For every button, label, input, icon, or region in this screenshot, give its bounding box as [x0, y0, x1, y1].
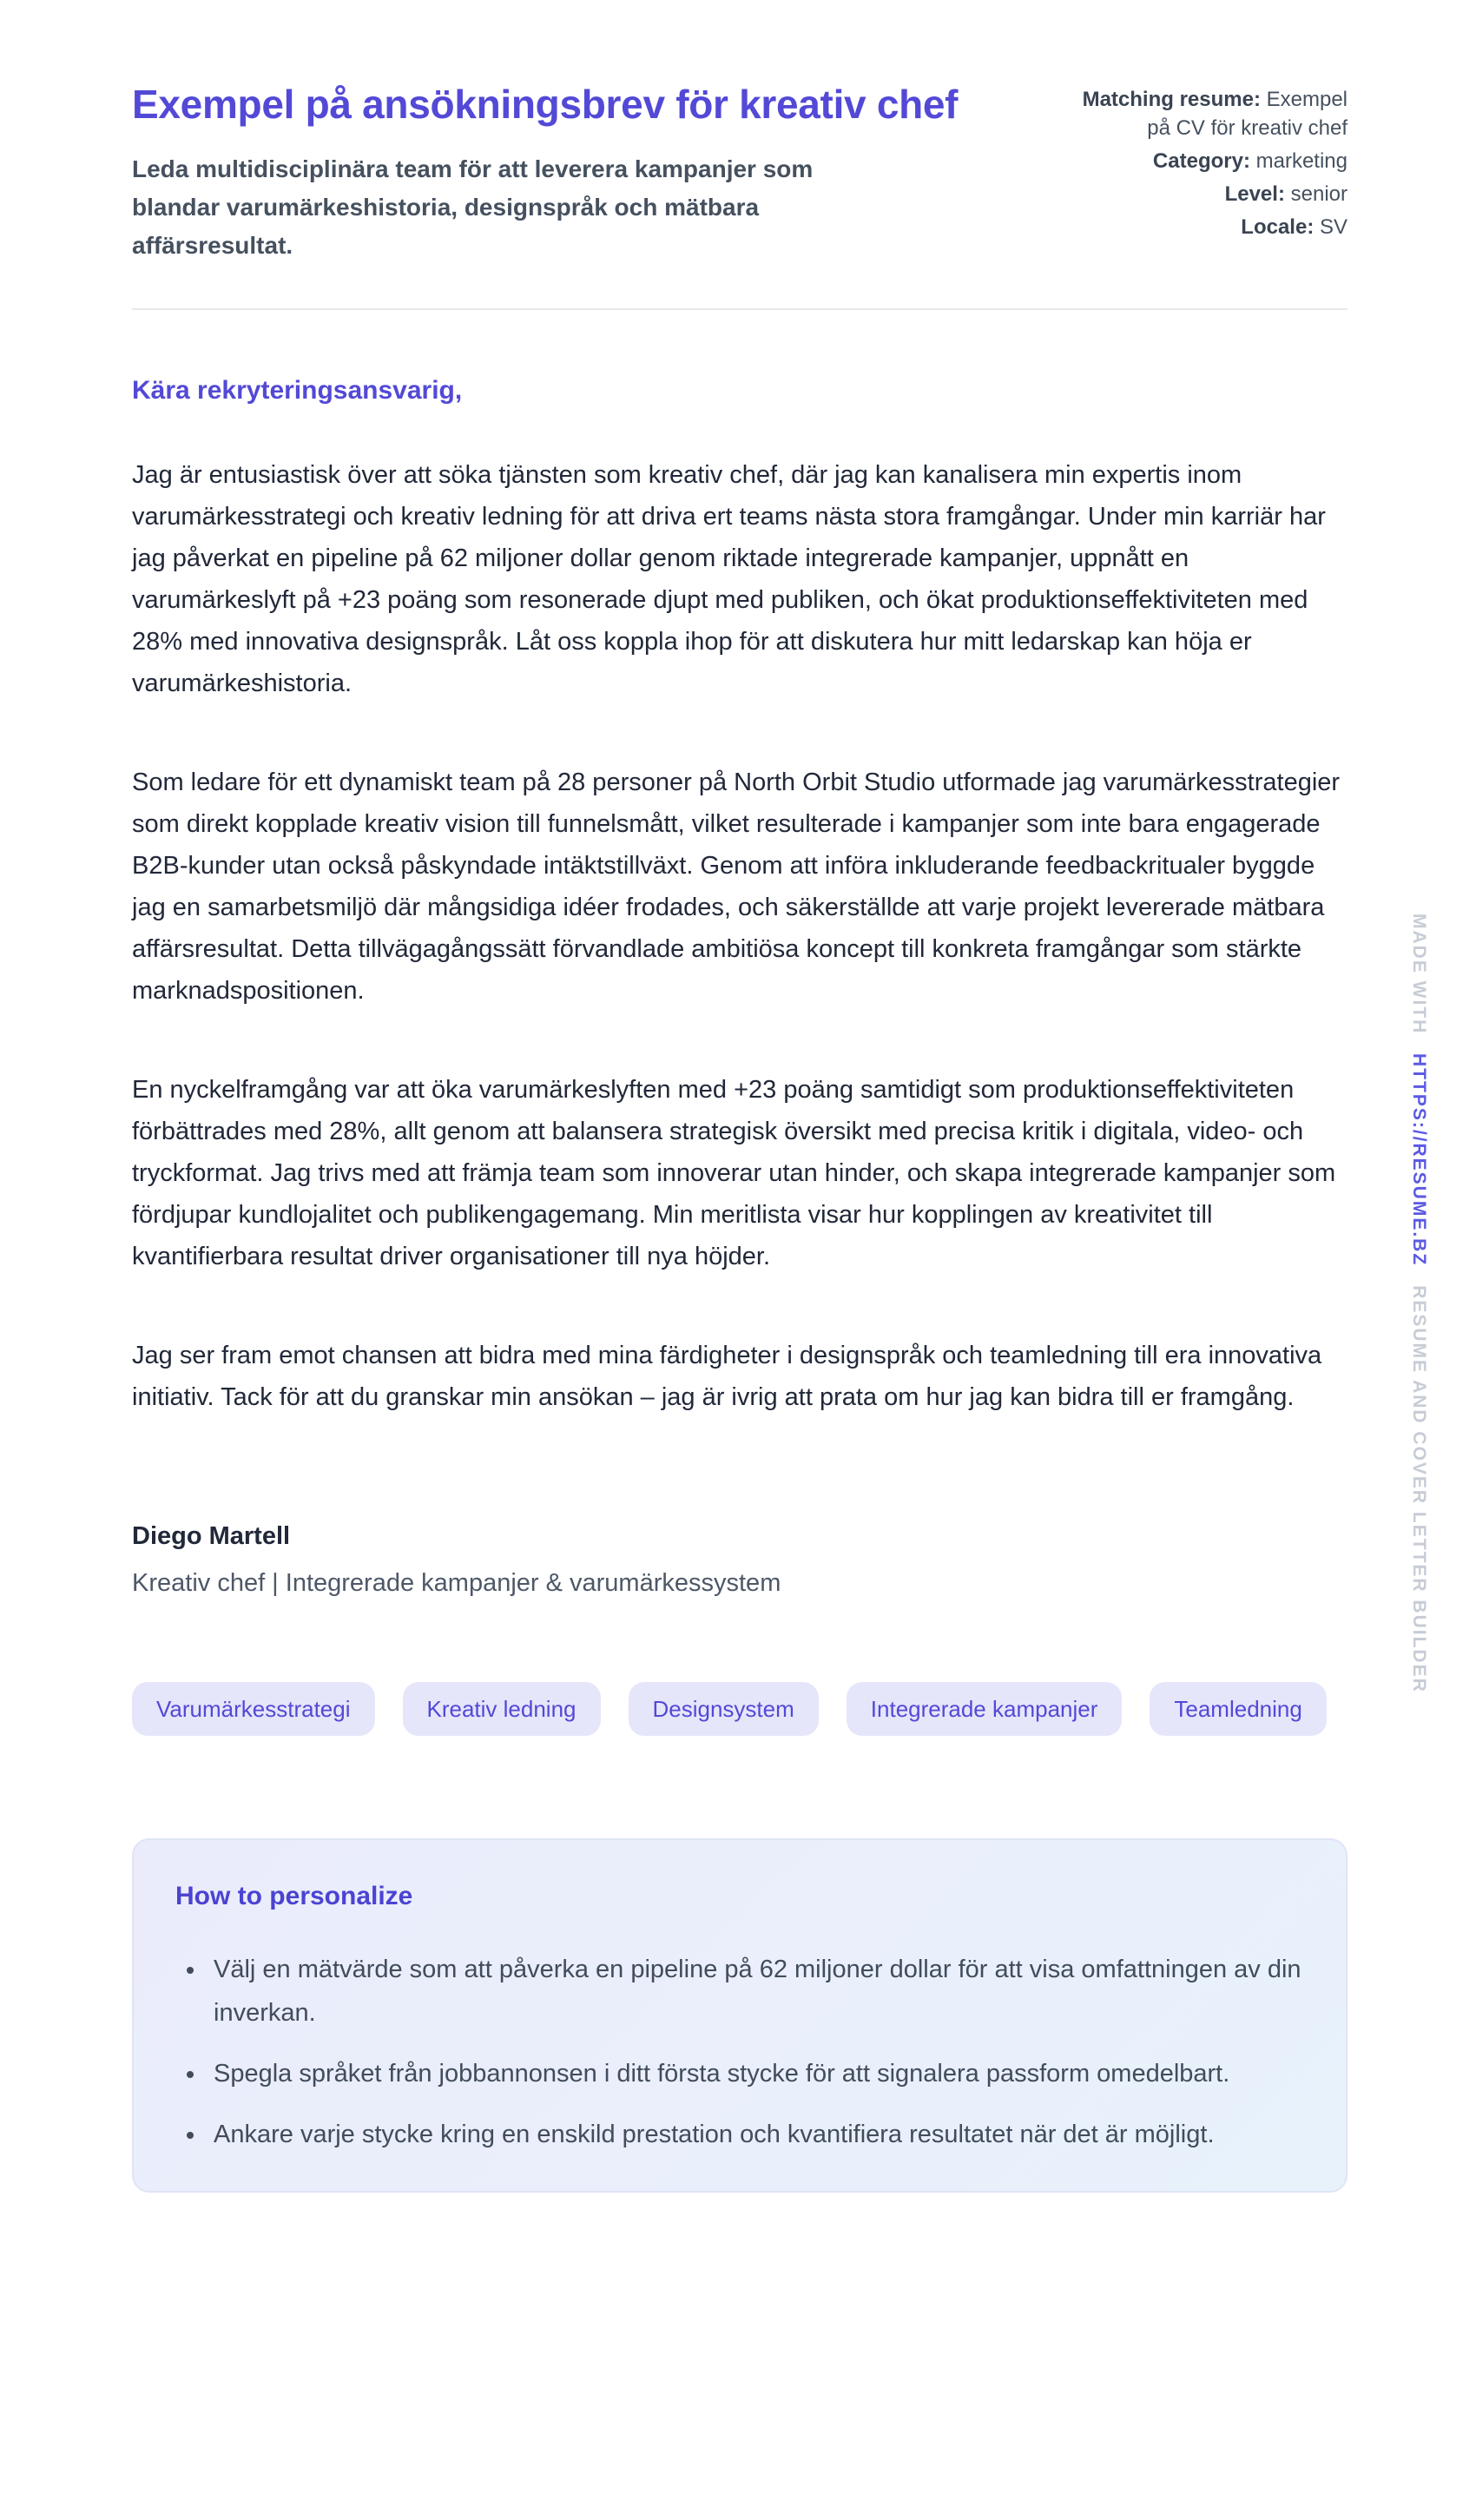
skill-tag: Varumärkesstrategi: [132, 1682, 375, 1736]
signature-name: Diego Martell: [132, 1522, 291, 1550]
meta-level: [1061, 180, 1348, 208]
skill-tag: Designsystem: [629, 1682, 819, 1736]
watermark-made-with: MADE WITH: [1409, 914, 1429, 1035]
cover-letter: [132, 376, 1348, 1599]
skill-tag: Kreativ ledning: [403, 1682, 601, 1736]
main-content: [132, 0, 1348, 2193]
resume-meta: [1061, 80, 1348, 241]
letter-paragraph-3: En nyckelframgång var att öka varumärkeslyften med +23 poäng samtidigt som produktionseffektiviteten förbättrades med 28%, allt genom att balansera strategisk översikt med precisa kritik i digitala, video- och tryckformat. Jag trivs med att främja team som innoverar utan hinder, och skapa integrerade kampanjer som fördjupar kundlojalitet och publikengagemang. Min meritlista visar hur kopplingen av kreativitet till kvantifierbara resultat driver organisationer till nya höjder.: [132, 1076, 1336, 1270]
meta-locale: [1061, 213, 1348, 241]
category-label: Category:: [1152, 149, 1250, 173]
header-divider: [132, 308, 1348, 310]
meta-matching-resume: [1061, 85, 1348, 142]
header: [132, 0, 1348, 265]
matching-resume-link[interactable]: Exempel på CV för kreativ chef: [1147, 88, 1348, 140]
personalize-tips-list: [175, 1948, 1304, 2156]
personalize-heading: How to personalize: [175, 1882, 413, 1910]
letter-greeting: Kära rekryteringsansvarig,: [132, 376, 463, 405]
locale-label: Locale:: [1241, 215, 1315, 239]
locale-value: SV: [1319, 215, 1348, 239]
personalize-box: [132, 1838, 1348, 2193]
watermark: [1408, 914, 1429, 1693]
header-title-block: [132, 80, 958, 265]
tip-item: • Ankare varje stycke kring en enskild prestation och kvantifiera resultatet när det är möjligt.: [207, 2113, 1304, 2156]
page-title: Exempel på ansökningsbrev för kreativ chef: [132, 82, 959, 127]
letter-paragraph-1: Jag är entusiastisk över att söka tjänsten som kreativ chef, där jag kan kanalisera min expertis inom varumärkesstrategi och kreativ ledning för att driva ert teams nästa stora framgångar. Under min karriär har jag påverkat en pipeline på 62 miljoner dollar genom riktade integrerade kampanjer, uppnått en varumärkeslyft på +23 poäng som resonerade djupt med publiken, och ökat produktionseffektiviteten med 28% med innovativa designspråk. Låt oss koppla ihop för att diskutera hur mitt ledarskap kan höja er varumärkeshistoria.: [132, 461, 1326, 697]
page-subtitle: Leda multidisciplinära team för att leverera kampanjer som blandar varumärkeshistoria, designspråk och mätbara affärsresultat.: [132, 155, 814, 259]
letter-paragraph-4: Jag ser fram emot chansen att bidra med mina färdigheter i designspråk och teamledning till era innovativa initiativ. Tack för att du granskar min ansökan – jag är ivrig att prata om hur jag kan bidra till er framgång.: [132, 1342, 1322, 1411]
tip-item: • Spegla språket från jobbannonsen i ditt första stycke för att signalera passform omedelbart.: [207, 2052, 1304, 2095]
watermark-builder-text: RESUME AND COVER LETTER BUILDER: [1409, 1285, 1429, 1693]
tip-item: • Välj en mätvärde som att påverka en pipeline på 62 miljoner dollar för att visa omfattningen av din inverkan.: [207, 1948, 1304, 2035]
skill-tag: Teamledning: [1150, 1682, 1326, 1736]
signature-role: Kreativ chef | Integrerade kampanjer & varumärkessystem: [132, 1569, 781, 1597]
skill-tag: Integrerade kampanjer: [847, 1682, 1123, 1736]
skill-tags-list: [132, 1682, 1348, 1736]
watermark-resume-bz-link[interactable]: HTTPS://RESUME.BZ: [1409, 1053, 1429, 1267]
letter-paragraph-2: Som ledare för ett dynamiskt team på 28 personer på North Orbit Studio utformade jag varumärkesstrategier som direkt kopplade kreativ vision till funnelsmått, vilket resulterade i kampanjer som inte bara engagerade B2B-kunder utan också påskyndade intäktstillväxt. Genom att införa inkluderande feedbackritualer byggde jag en samarbetsmiljö där mångsidiga idéer frodades, och säkerställde att varje projekt levererade mätbara affärsresultat. Detta tillvägagångssätt förvandlade ambitiösa koncept till konkreta framgångar som stärkte marknadspositionen.: [132, 769, 1341, 1005]
level-label: Level:: [1224, 182, 1285, 206]
category-value: marketing: [1255, 149, 1348, 173]
meta-category: [1061, 147, 1348, 175]
level-value: senior: [1290, 182, 1348, 206]
matching-resume-label: Matching resume:: [1082, 88, 1261, 111]
